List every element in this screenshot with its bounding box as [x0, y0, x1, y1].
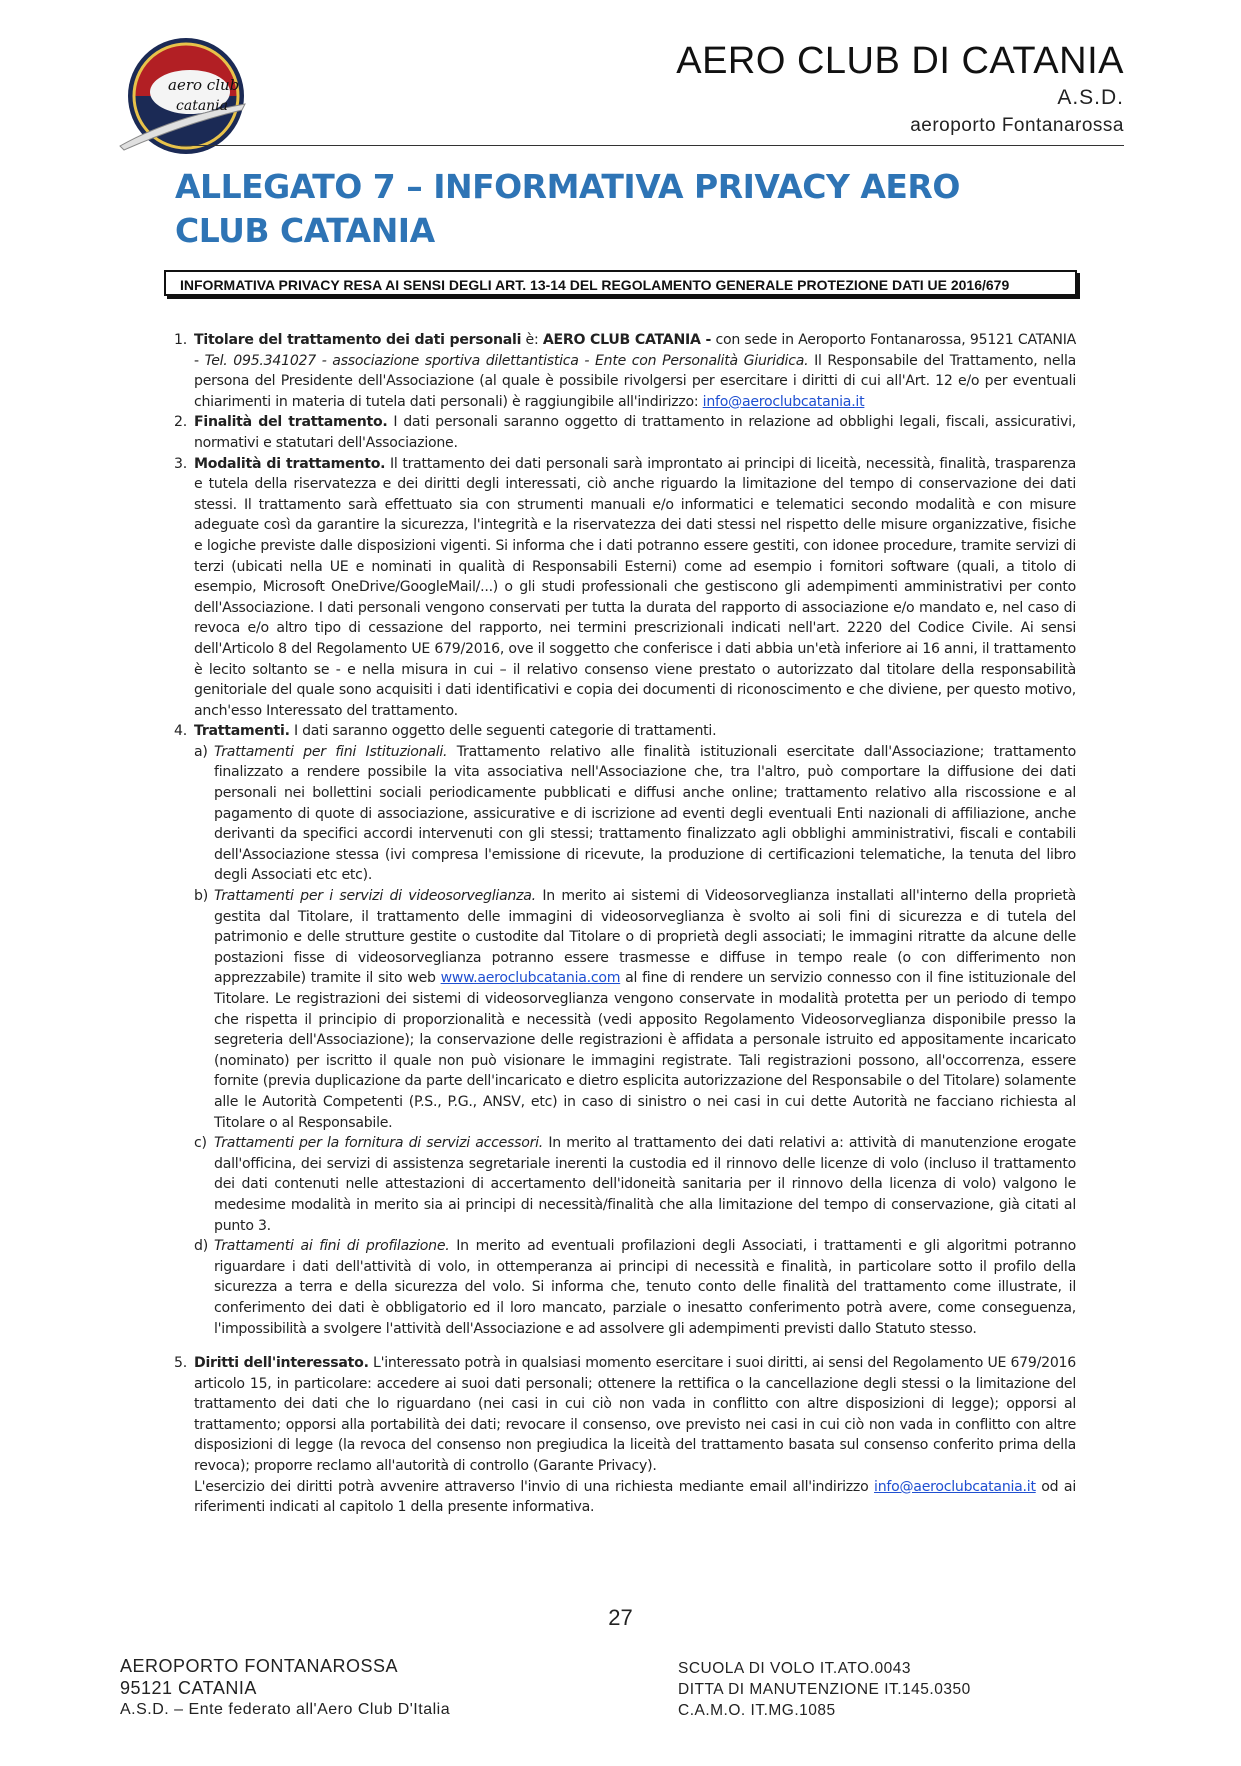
- svg-text:catania: catania: [176, 98, 229, 114]
- list-item: [174, 330, 1076, 412]
- item-text: L'esercizio dei diritti potrà avvenire attraverso l'invio di una richiesta mediante email all'indirizzo: [194, 1478, 875, 1495]
- header-divider: [178, 145, 1124, 146]
- item-text: I dati saranno oggetto delle seguenti categorie di trattamenti.: [289, 723, 717, 740]
- sub-text: In merito al trattamento dei dati relativi a: attività di manutenzione erogate dall'officina, dei servizi di assistenza segretariale inerenti la custodia ed il rinnovo delle licenze di volo (incluso il trattamento dei dati contenuti nelle attestazioni di accertamento dell'idoneità sanitaria per il rinnovo della licenza di volo) valgono le medesime modalità in merito sia ai principi di necessità/finalità che alla limitazione del tempo di conservazione, già citati al punto 3.: [214, 1135, 1076, 1234]
- contact-italic: Tel. 095.341027 - associazione sportiva dilettantistica - Ente con Personalità Giuridica.: [204, 352, 809, 369]
- sub-label: b): [194, 888, 208, 905]
- document-body: [174, 330, 1076, 1518]
- footer-line: A.S.D. – Ente federato all'Aero Club D'Italia: [120, 1701, 451, 1718]
- svg-text:aero club: aero club: [168, 76, 240, 94]
- list-item: [174, 412, 1076, 453]
- email-link[interactable]: info@aeroclubcatania.it: [702, 393, 865, 410]
- item-heading: Trattamenti.: [194, 723, 290, 740]
- club-name-bold: AERO CLUB CATANIA -: [542, 332, 712, 348]
- sub-item: [194, 1133, 1076, 1236]
- item-text: Il trattamento dei dati personali sarà improntato ai principi di liceità, necessità, finalità, trasparenza e tutela della riservatezza e dei diritti degli interessati, ciò anche riguardo la limitazione del tempo di conservazione dei dati stessi. Il trattamento sarà effettuato sia con strumenti manuali e/o informatici e telematici secondo modalità e con misure adeguate così da garantire la sicurezza, l'integrità e la riservatezza dei dati stessi nel rispetto delle misure organizzative, fisiche e logiche previste dalle disposizioni vigenti. Si informa che i dati potranno essere gestiti, con idonee procedure, tramite servizi di terzi (ubicati nella UE e nominati in qualità di Responsabili Esterni) come ad esempio i fornitori software (quali, a titolo di esempio, Microsoft OneDrive/GoogleMail/...) o gli studi professionali che gestiscono gli adempimenti amministrativi per conto dell'Associazione. I dati personali vengono conservati per tutta la durata del rapporto di associazione e/o mandato e, nel caso di revoca e/o altro tipo di cessazione del rapporto, nei termini prescrizionali indicati nell'art. 2220 del Codice Civile. Ai sensi dell'Articolo 8 del Regolamento UE 679/2016, ove il soggetto che conferisce i dati abbia un'età inferiore ai 16 anni, il trattamento è lecito soltanto se - e nella misura in cui – il relativo consenso viene prestato o autorizzato dal titolare della responsabilità genitoriale del quale sono acquisiti i dati identificativi e copia dei documenti di riconoscimento e che diviene, per questo motivo, anch'esso Interessato del trattamento.: [194, 455, 1077, 719]
- sub-item: [194, 742, 1076, 886]
- item-heading: Titolare del trattamento dei dati personali: [194, 332, 522, 348]
- sub-label: c): [194, 1135, 207, 1152]
- email-link[interactable]: info@aeroclubcatania.it: [874, 1478, 1036, 1495]
- sub-label: d): [194, 1238, 208, 1255]
- sub-item: [194, 886, 1076, 1133]
- footer-line: 95121 CATANIA: [120, 1678, 257, 1698]
- list-item: [174, 721, 1076, 1339]
- club-name: AERO CLUB DI CATANIA: [676, 40, 1124, 82]
- boxed-heading: INFORMATIVA PRIVACY RESA AI SENSI DEGLI ART. 13-14 DEL REGOLAMENTO GENERALE PROTEZIONE DATI UE 2016/679: [164, 270, 1077, 296]
- item-text: I dati personali saranno oggetto di trattamento in relazione ad obblighi legali, fiscali, assicurativi, normativi e statutari dell'Associazione.: [194, 414, 1076, 451]
- item-number: 5.: [174, 1355, 187, 1372]
- club-location: aeroporto Fontanarossa: [910, 115, 1124, 136]
- footer-line: SCUOLA DI VOLO IT.ATO.0043: [678, 1660, 911, 1677]
- sub-heading: Trattamenti per fini Istituzionali.: [214, 743, 448, 760]
- list-item: [174, 1353, 1076, 1518]
- footer-line: AEROPORTO FONTANAROSSA: [120, 1656, 399, 1676]
- list-item: [174, 454, 1076, 722]
- spacer: [174, 1339, 1076, 1353]
- item-number: 1.: [174, 332, 187, 348]
- footer-line: C.A.M.O. IT.MG.1085: [678, 1702, 836, 1719]
- page-number: 27: [608, 1605, 633, 1630]
- item-text: L'interessato potrà in qualsiasi momento esercitare i suoi diritti, ai sensi del Regolamento UE 679/2016 articolo 15, in particolare: accedere ai suoi dati personali; ottenere la rettifica o la cancellazione degli stessi o la limitazione del trattamento dei dati che lo riguardano (nei casi in cui ciò non vada in conflitto con altre disposizioni di legge); opporsi al trattamento; opporsi alla portabilità dei dati; revocare il consenso, ove previsto nei casi in cui ciò non vada in conflitto con altre disposizioni di legge (la revoca del consenso non pregiudica la liceità del trattamento basata sul consenso conferito prima della revoca); proporre reclamo all'autorità di controllo (Garante Privacy).: [194, 1355, 1076, 1475]
- footer-line: DITTA DI MANUTENZIONE IT.145.0350: [678, 1681, 971, 1698]
- sub-text: Trattamento relativo alle finalità istituzionali esercitate dall'Associazione; trattamento finalizzato a rendere possibile la vita associativa nell'Associazione che, tra l'altro, può comportare la diffusione dei dati personali nei bollettini sociali periodicamente pubblicati e diffusi anche online; trattamento relativo alla riscossione e al pagamento di quote di associazione, assicurative e di iscrizione ad eventi degli eventuali Enti nazionali di affiliazione, anche derivanti da specifici accordi intervenuti con gli stessi; trattamento finalizzato agli obblighi amministrativi, fiscali e contabili dell'Associazione stessa (ivi compresa l'emissione di ricevute, la produzione di certificazioni telematiche, la tenuta del libro degli Associati etc etc).: [214, 743, 1076, 884]
- website-link[interactable]: www.aeroclubcatania.com: [440, 970, 621, 987]
- aero-club-logo: [110, 34, 258, 160]
- sub-text: al fine di rendere un servizio connesso con il fine istituzionale del Titolare. Le registrazioni dei sistemi di videosorveglianza vengono conservate in modalità protetta per un periodo di tempo che rispetta il principio di proporzionalità e necessità (vedi apposito Regolamento Videosorveglianza disponibile presso la segreteria dell'Associazione); la conservazione delle registrazioni è affidata a personale istruito ed appositamente incaricato (nominato) per iscritto il quale non può visionare le immagini registrate. Tali registrazioni possono, all'occorrenza, essere fornite (previa duplicazione da parte dell'incaricato e dietro esplicita autorizzazione del Responsabile o del Titolare) solamente alle le Autorità Competenti (P.S., P.G., ANSV, etc) in caso di sinistro o nei casi in cui dette Autorità ne facciano richiesta al Titolare o al Responsabile.: [214, 970, 1076, 1131]
- item-number: 4.: [174, 723, 187, 740]
- sub-label: a): [194, 743, 208, 760]
- footer-left: [120, 1655, 450, 1721]
- item-heading: Diritti dell'interessato.: [194, 1355, 369, 1372]
- item-number: 3.: [174, 455, 187, 472]
- document-title: ALLEGATO 7 – INFORMATIVA PRIVACY AERO CLUB CATANIA: [175, 167, 960, 250]
- item-text: con sede in Aeroporto Fontanarossa, 95121 CATANIA -: [194, 332, 1076, 369]
- item-heading: Modalità di trattamento.: [194, 455, 386, 472]
- sub-text: In merito ai sistemi di Videosorveglianza installati all'interno della proprietà gestita dal Titolare, il trattamento delle immagini di videosorveglianza è svolto ai soli fini di sicurezza e di tutela del patrimonio e delle strutture gestite o custodite dal Titolare o di proprietà degli associati; le immagini ritratte da alcune delle postazioni fisse di videosorveglianza potranno essere trasmesse e diffuse in tempo reale (o con differimento non apprezzabile) tramite il sito web: [214, 888, 1076, 987]
- item-number: 2.: [174, 414, 187, 431]
- item-text: Il Responsabile del Trattamento, nella persona del Presidente dell'Associazione (al quale è possibile rivolgersi per esercitare i diritti di cui all'Art. 12 e/o per eventuali chiarimenti in materia di tutela dati personali) è raggiungibile all'indirizzo:: [194, 352, 1077, 410]
- club-legal-form: A.S.D.: [1057, 86, 1124, 109]
- item-text: è:: [521, 332, 543, 348]
- sub-heading: Trattamenti per i servizi di videosorveglianza.: [214, 888, 536, 905]
- item-heading: Finalità del trattamento.: [194, 414, 388, 431]
- sub-item: [194, 1236, 1076, 1339]
- footer-right: [678, 1658, 971, 1721]
- sub-heading: Trattamenti ai fini di profilazione.: [214, 1238, 450, 1255]
- sub-text: In merito ad eventuali profilazioni degli Associati, i trattamenti e gli algoritmi potranno riguardare i dati dell'attività di volo, in ottemperanza ai principi di necessità e finalità, in particolare sotto il profilo della sicurezza a terra e della sicurezza del volo. Si informa che, tenuto conto delle finalità del trattamento come illustrate, il conferimento dei dati è obbligatorio ed il loro mancato, parziale o inesatto conferimento potrà avere, come conseguenza, l'impossibilità a svolgere l'attività dell'Associazione e ad assolvere gli adempimenti previsti dallo Statuto stesso.: [214, 1238, 1076, 1337]
- sub-heading: Trattamenti per la fornitura di servizi accessori.: [214, 1135, 544, 1152]
- item-text: od ai riferimenti indicati al capitolo 1 della presente informativa.: [194, 1478, 1076, 1516]
